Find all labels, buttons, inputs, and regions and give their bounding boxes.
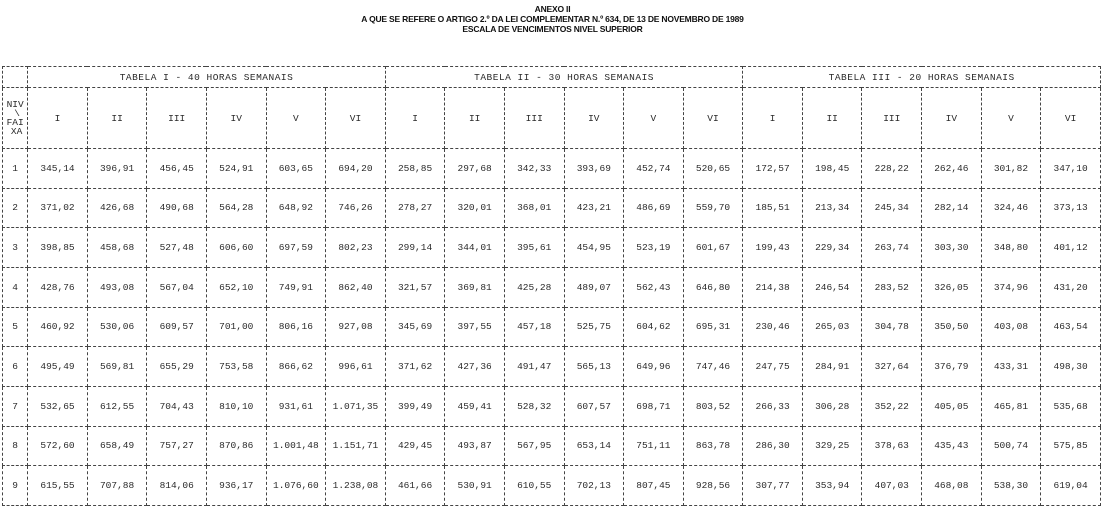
salary-value-cell: 286,30 — [743, 426, 803, 466]
salary-value-cell: 523,19 — [624, 228, 684, 268]
table-row — [3, 426, 1101, 466]
column-header: VI — [326, 88, 386, 149]
salary-value-cell: 649,96 — [624, 347, 684, 387]
salary-value-cell: 405,05 — [922, 386, 982, 426]
salary-value-cell: 936,17 — [206, 466, 266, 506]
salary-value-cell: 348,80 — [981, 228, 1041, 268]
salary-value-cell: 297,68 — [445, 149, 505, 189]
row-level-cell: 8 — [3, 426, 28, 466]
salary-value-cell: 426,68 — [87, 188, 147, 228]
salary-value-cell: 403,08 — [981, 307, 1041, 347]
salary-value-cell: 572,60 — [28, 426, 88, 466]
salary-value-cell: 490,68 — [147, 188, 207, 228]
salary-value-cell: 284,91 — [802, 347, 862, 387]
group-header-tabela-3: TABELA III - 20 HORAS SEMANAIS — [743, 67, 1101, 88]
salary-value-cell: 697,59 — [266, 228, 326, 268]
row-level-cell: 9 — [3, 466, 28, 506]
table-row — [3, 267, 1101, 307]
salary-value-cell: 458,68 — [87, 228, 147, 268]
group-header-tabela-1: TABELA I - 40 HORAS SEMANAIS — [28, 67, 386, 88]
salary-value-cell: 489,07 — [564, 267, 624, 307]
salary-value-cell: 214,38 — [743, 267, 803, 307]
salary-value-cell: 396,91 — [87, 149, 147, 189]
salary-value-cell: 559,70 — [683, 188, 743, 228]
row-level-cell: 6 — [3, 347, 28, 387]
salary-value-cell: 870,86 — [206, 426, 266, 466]
table-body — [3, 149, 1101, 506]
salary-value-cell: 996,61 — [326, 347, 386, 387]
salary-value-cell: 401,12 — [1041, 228, 1101, 268]
salary-scale-table — [2, 66, 1101, 506]
column-header: II — [87, 88, 147, 149]
salary-value-cell: 575,85 — [1041, 426, 1101, 466]
salary-value-cell: 612,55 — [87, 386, 147, 426]
salary-value-cell: 320,01 — [445, 188, 505, 228]
group-header-row — [3, 67, 1101, 88]
salary-value-cell: 456,45 — [147, 149, 207, 189]
niv-header-line: NIV — [6, 99, 24, 110]
salary-value-cell: 495,49 — [28, 347, 88, 387]
salary-value-cell: 371,62 — [385, 347, 445, 387]
corner-blank — [3, 67, 28, 88]
salary-value-cell: 810,10 — [206, 386, 266, 426]
salary-value-cell: 368,01 — [504, 188, 564, 228]
salary-value-cell: 327,64 — [862, 347, 922, 387]
salary-value-cell: 321,57 — [385, 267, 445, 307]
salary-value-cell: 429,45 — [385, 426, 445, 466]
salary-value-cell: 246,54 — [802, 267, 862, 307]
salary-value-cell: 352,22 — [862, 386, 922, 426]
salary-value-cell: 619,04 — [1041, 466, 1101, 506]
column-header: V — [266, 88, 326, 149]
salary-value-cell: 535,68 — [1041, 386, 1101, 426]
salary-value-cell: 326,05 — [922, 267, 982, 307]
column-header: I — [743, 88, 803, 149]
column-header: III — [862, 88, 922, 149]
niv-header-line: \ — [14, 108, 20, 119]
table-row — [3, 307, 1101, 347]
salary-value-cell: 247,75 — [743, 347, 803, 387]
salary-value-cell: 493,08 — [87, 267, 147, 307]
salary-value-cell: 304,78 — [862, 307, 922, 347]
niv-header-line: FAI — [6, 117, 24, 128]
salary-value-cell: 565,13 — [564, 347, 624, 387]
column-header: VI — [683, 88, 743, 149]
salary-value-cell: 454,95 — [564, 228, 624, 268]
salary-value-cell: 928,56 — [683, 466, 743, 506]
salary-value-cell: 500,74 — [981, 426, 1041, 466]
salary-value-cell: 803,52 — [683, 386, 743, 426]
salary-value-cell: 615,55 — [28, 466, 88, 506]
salary-value-cell: 538,30 — [981, 466, 1041, 506]
salary-value-cell: 397,55 — [445, 307, 505, 347]
salary-value-cell: 468,08 — [922, 466, 982, 506]
salary-value-cell: 433,31 — [981, 347, 1041, 387]
salary-value-cell: 698,71 — [624, 386, 684, 426]
salary-value-cell: 350,50 — [922, 307, 982, 347]
salary-value-cell: 278,27 — [385, 188, 445, 228]
annex-title: ANEXO II — [534, 4, 571, 14]
salary-value-cell: 265,03 — [802, 307, 862, 347]
salary-value-cell: 530,06 — [87, 307, 147, 347]
salary-value-cell: 423,21 — [564, 188, 624, 228]
salary-value-cell: 658,49 — [87, 426, 147, 466]
salary-value-cell: 806,16 — [266, 307, 326, 347]
column-header: V — [981, 88, 1041, 149]
salary-value-cell: 498,30 — [1041, 347, 1101, 387]
column-header: III — [147, 88, 207, 149]
salary-value-cell: 564,28 — [206, 188, 266, 228]
salary-value-cell: 266,33 — [743, 386, 803, 426]
salary-value-cell: 393,69 — [564, 149, 624, 189]
salary-value-cell: 185,51 — [743, 188, 803, 228]
row-level-cell: 4 — [3, 267, 28, 307]
salary-value-cell: 376,79 — [922, 347, 982, 387]
salary-value-cell: 562,43 — [624, 267, 684, 307]
salary-value-cell: 283,52 — [862, 267, 922, 307]
salary-value-cell: 301,82 — [981, 149, 1041, 189]
table-row — [3, 149, 1101, 189]
salary-value-cell: 461,66 — [385, 466, 445, 506]
salary-value-cell: 324,46 — [981, 188, 1041, 228]
salary-value-cell: 258,85 — [385, 149, 445, 189]
row-level-cell: 3 — [3, 228, 28, 268]
column-header: IV — [922, 88, 982, 149]
salary-value-cell: 520,65 — [683, 149, 743, 189]
salary-value-cell: 329,25 — [802, 426, 862, 466]
salary-value-cell: 299,14 — [385, 228, 445, 268]
salary-value-cell: 374,96 — [981, 267, 1041, 307]
salary-value-cell: 609,57 — [147, 307, 207, 347]
salary-value-cell: 648,92 — [266, 188, 326, 228]
table-row — [3, 466, 1101, 506]
salary-value-cell: 607,57 — [564, 386, 624, 426]
salary-value-cell: 1.076,60 — [266, 466, 326, 506]
salary-value-cell: 751,11 — [624, 426, 684, 466]
salary-value-cell: 452,74 — [624, 149, 684, 189]
salary-value-cell: 814,06 — [147, 466, 207, 506]
salary-value-cell: 567,04 — [147, 267, 207, 307]
salary-value-cell: 863,78 — [683, 426, 743, 466]
salary-value-cell: 373,13 — [1041, 188, 1101, 228]
salary-value-cell: 342,33 — [504, 149, 564, 189]
salary-value-cell: 603,65 — [266, 149, 326, 189]
salary-value-cell: 707,88 — [87, 466, 147, 506]
salary-value-cell: 704,43 — [147, 386, 207, 426]
salary-value-cell: 228,22 — [862, 149, 922, 189]
row-level-cell: 1 — [3, 149, 28, 189]
salary-value-cell: 345,14 — [28, 149, 88, 189]
salary-value-cell: 463,54 — [1041, 307, 1101, 347]
salary-value-cell: 345,69 — [385, 307, 445, 347]
scale-title: ESCALA DE VENCIMENTOS NIVEL SUPERIOR — [462, 24, 643, 34]
salary-value-cell: 369,81 — [445, 267, 505, 307]
salary-value-cell: 610,55 — [504, 466, 564, 506]
salary-value-cell: 528,32 — [504, 386, 564, 426]
salary-value-cell: 753,58 — [206, 347, 266, 387]
salary-value-cell: 695,31 — [683, 307, 743, 347]
column-header: II — [445, 88, 505, 149]
salary-value-cell: 524,91 — [206, 149, 266, 189]
salary-value-cell: 694,20 — [326, 149, 386, 189]
salary-value-cell: 493,87 — [445, 426, 505, 466]
salary-value-cell: 371,02 — [28, 188, 88, 228]
salary-value-cell: 425,28 — [504, 267, 564, 307]
salary-value-cell: 931,61 — [266, 386, 326, 426]
salary-value-cell: 1.001,48 — [266, 426, 326, 466]
salary-value-cell: 701,00 — [206, 307, 266, 347]
salary-value-cell: 655,29 — [147, 347, 207, 387]
salary-value-cell: 428,76 — [28, 267, 88, 307]
column-header: II — [802, 88, 862, 149]
salary-value-cell: 282,14 — [922, 188, 982, 228]
column-header: I — [385, 88, 445, 149]
row-level-cell: 7 — [3, 386, 28, 426]
salary-value-cell: 435,43 — [922, 426, 982, 466]
salary-value-cell: 1.071,35 — [326, 386, 386, 426]
salary-value-cell: 604,62 — [624, 307, 684, 347]
salary-value-cell: 399,49 — [385, 386, 445, 426]
salary-value-cell: 532,65 — [28, 386, 88, 426]
salary-value-cell: 465,81 — [981, 386, 1041, 426]
salary-value-cell: 263,74 — [862, 228, 922, 268]
salary-value-cell: 172,57 — [743, 149, 803, 189]
salary-value-cell: 460,92 — [28, 307, 88, 347]
salary-value-cell: 459,41 — [445, 386, 505, 426]
group-header-tabela-2: TABELA II - 30 HORAS SEMANAIS — [385, 67, 743, 88]
salary-value-cell: 702,13 — [564, 466, 624, 506]
salary-value-cell: 862,40 — [326, 267, 386, 307]
salary-value-cell: 306,28 — [802, 386, 862, 426]
column-header: III — [504, 88, 564, 149]
table-row — [3, 188, 1101, 228]
salary-value-cell: 407,03 — [862, 466, 922, 506]
salary-value-cell: 486,69 — [624, 188, 684, 228]
document-header — [0, 4, 1105, 34]
salary-value-cell: 353,94 — [802, 466, 862, 506]
salary-value-cell: 525,75 — [564, 307, 624, 347]
niv-header-line: XA — [10, 126, 23, 137]
salary-value-cell: 927,08 — [326, 307, 386, 347]
salary-value-cell: 746,26 — [326, 188, 386, 228]
column-header: IV — [564, 88, 624, 149]
row-level-cell: 5 — [3, 307, 28, 347]
salary-value-cell: 747,46 — [683, 347, 743, 387]
row-level-cell: 2 — [3, 188, 28, 228]
salary-value-cell: 491,47 — [504, 347, 564, 387]
niv-faixa-header — [3, 88, 28, 149]
salary-value-cell: 344,01 — [445, 228, 505, 268]
salary-value-cell: 427,36 — [445, 347, 505, 387]
salary-value-cell: 802,23 — [326, 228, 386, 268]
salary-value-cell: 527,48 — [147, 228, 207, 268]
salary-value-cell: 457,18 — [504, 307, 564, 347]
salary-value-cell: 245,34 — [862, 188, 922, 228]
salary-value-cell: 303,30 — [922, 228, 982, 268]
salary-value-cell: 601,67 — [683, 228, 743, 268]
salary-value-cell: 213,34 — [802, 188, 862, 228]
salary-value-cell: 229,34 — [802, 228, 862, 268]
salary-value-cell: 199,43 — [743, 228, 803, 268]
salary-value-cell: 569,81 — [87, 347, 147, 387]
salary-value-cell: 1.238,08 — [326, 466, 386, 506]
salary-value-cell: 807,45 — [624, 466, 684, 506]
salary-value-cell: 307,77 — [743, 466, 803, 506]
table-row — [3, 386, 1101, 426]
salary-value-cell: 198,45 — [802, 149, 862, 189]
salary-value-cell: 653,14 — [564, 426, 624, 466]
salary-value-cell: 866,62 — [266, 347, 326, 387]
salary-value-cell: 749,91 — [266, 267, 326, 307]
column-header: I — [28, 88, 88, 149]
table-row — [3, 347, 1101, 387]
salary-value-cell: 652,10 — [206, 267, 266, 307]
salary-value-cell: 567,95 — [504, 426, 564, 466]
salary-value-cell: 757,27 — [147, 426, 207, 466]
salary-value-cell: 606,60 — [206, 228, 266, 268]
salary-value-cell: 431,20 — [1041, 267, 1101, 307]
table-row — [3, 228, 1101, 268]
column-header: V — [624, 88, 684, 149]
column-header: IV — [206, 88, 266, 149]
salary-value-cell: 530,91 — [445, 466, 505, 506]
salary-value-cell: 347,10 — [1041, 149, 1101, 189]
column-header-row — [3, 88, 1101, 149]
annex-subtitle: A QUE SE REFERE O ARTIGO 2.º DA LEI COMPLEMENTAR N.º 634, DE 13 DE NOVEMBRO DE 1989 — [361, 14, 744, 24]
column-header: VI — [1041, 88, 1101, 149]
salary-value-cell: 395,61 — [504, 228, 564, 268]
salary-value-cell: 262,46 — [922, 149, 982, 189]
salary-value-cell: 1.151,71 — [326, 426, 386, 466]
salary-value-cell: 646,80 — [683, 267, 743, 307]
salary-value-cell: 230,46 — [743, 307, 803, 347]
salary-value-cell: 398,85 — [28, 228, 88, 268]
salary-value-cell: 378,63 — [862, 426, 922, 466]
